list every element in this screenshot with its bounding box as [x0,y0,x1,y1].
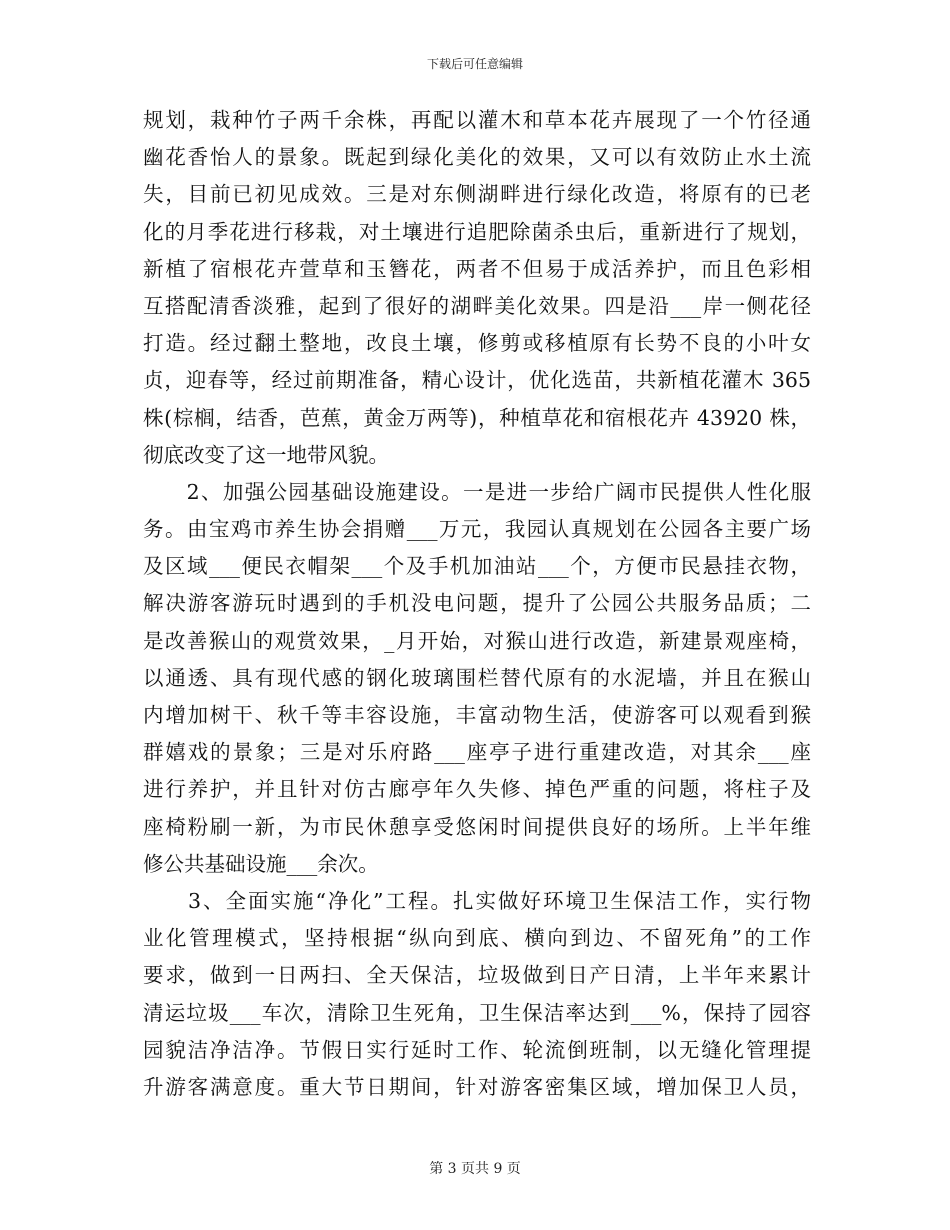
text-line: 清运垃圾___车次，清除卫生死角，卫生保洁率达到___%，保持了园容 [143,1000,811,1025]
paragraph-first-line: 3、全面实施“净化”工程。扎实做好环境卫生保洁工作，实行物 [143,888,811,913]
page-number-footer: 第 3 页共 9 页 [429,1161,521,1177]
text-line: 务。由宝鸡市养生协会捐赠___万元，我园认真规划在公园各主要广场 [143,517,811,542]
text-line: 新植了宿根花卉萱草和玉簪花，两者不但易于成活养护，而且色彩相 [143,256,811,281]
text-line: 业化管理模式，坚持根据“纵向到底、横向到边、不留死角”的工作 [143,926,811,951]
text-line: 幽花香怡人的景象。既起到绿化美化的效果，又可以有效防止水土流 [143,145,811,170]
paragraph-last-line: 修公共基础设施___余次。 [143,851,379,876]
text-line: 内增加树干、秋千等丰容设施，丰富动物生活，使游客可以观看到猴 [143,703,811,727]
text-line: 规划，栽种竹子两千余株，再配以灌木和草本花卉展现了一个竹径通 [143,108,811,132]
text-line: 园貌洁净洁净。节假日实行延时工作、轮流倒班制，以无缝化管理提 [143,1037,811,1062]
text-line: 失，目前已初见成效。三是对东侧湖畔进行绿化改造，将原有的已老 [143,182,811,207]
text-line: 打造。经过翻土整地，改良土壤，修剪或移植原有长势不良的小叶女 [143,331,811,356]
text-line: 互搭配清香淡雅，起到了很好的湖畔美化效果。四是沿___岸一侧花径 [143,293,811,318]
text-line: 进行养护，并且针对仿古廊亭年久失修、掉色严重的问题，将柱子及 [143,777,811,802]
paragraph-last-line: 彻底改变了这一地带风貌。 [143,442,389,467]
text-line: 贞，迎春等，经过前期准备，精心设计，优化选苗，共新植花灌木 365 [143,368,811,393]
paragraph-first-line: 2、加强公园基础设施建设。一是进一步给广阔市民提供人性化服 [143,479,811,504]
text-line: 升游客满意度。重大节日期间，针对游客密集区域，增加保卫人员， [143,1074,811,1099]
text-line: 座椅粉刷一新，为市民休憩享受悠闲时间提供良好的场所。上半年维 [143,814,811,839]
document-body [143,102,811,1106]
text-line: 是改善猴山的观赏效果，_月开始，对猴山进行改造，新建景观座椅， [143,628,811,653]
text-line: 株(棕榈，结香，芭蕉，黄金万两等)，种植草花和宿根花卉 43920 株， [143,405,811,430]
text-line: 化的月季花进行移栽，对土壤进行追肥除菌杀虫后，重新进行了规划， [143,219,811,244]
text-line: 要求，做到一日两扫、全天保洁，垃圾做到日产日清，上半年来累计 [143,963,811,988]
page-header: 下载后可任意编辑 [426,57,523,71]
text-line: 及区域___便民衣帽架___个及手机加油站___个，方便市民悬挂衣物， [143,554,811,579]
text-line: 群嬉戏的景象；三是对乐府路___座亭子进行重建改造，对其余___座 [143,740,811,765]
text-line: 解决游客游玩时遇到的手机没电问题，提升了公园公共服务品质；二 [143,591,811,616]
text-line: 以通透、具有现代感的钢化玻璃围栏替代原有的水泥墙，并且在猴山 [143,665,811,690]
